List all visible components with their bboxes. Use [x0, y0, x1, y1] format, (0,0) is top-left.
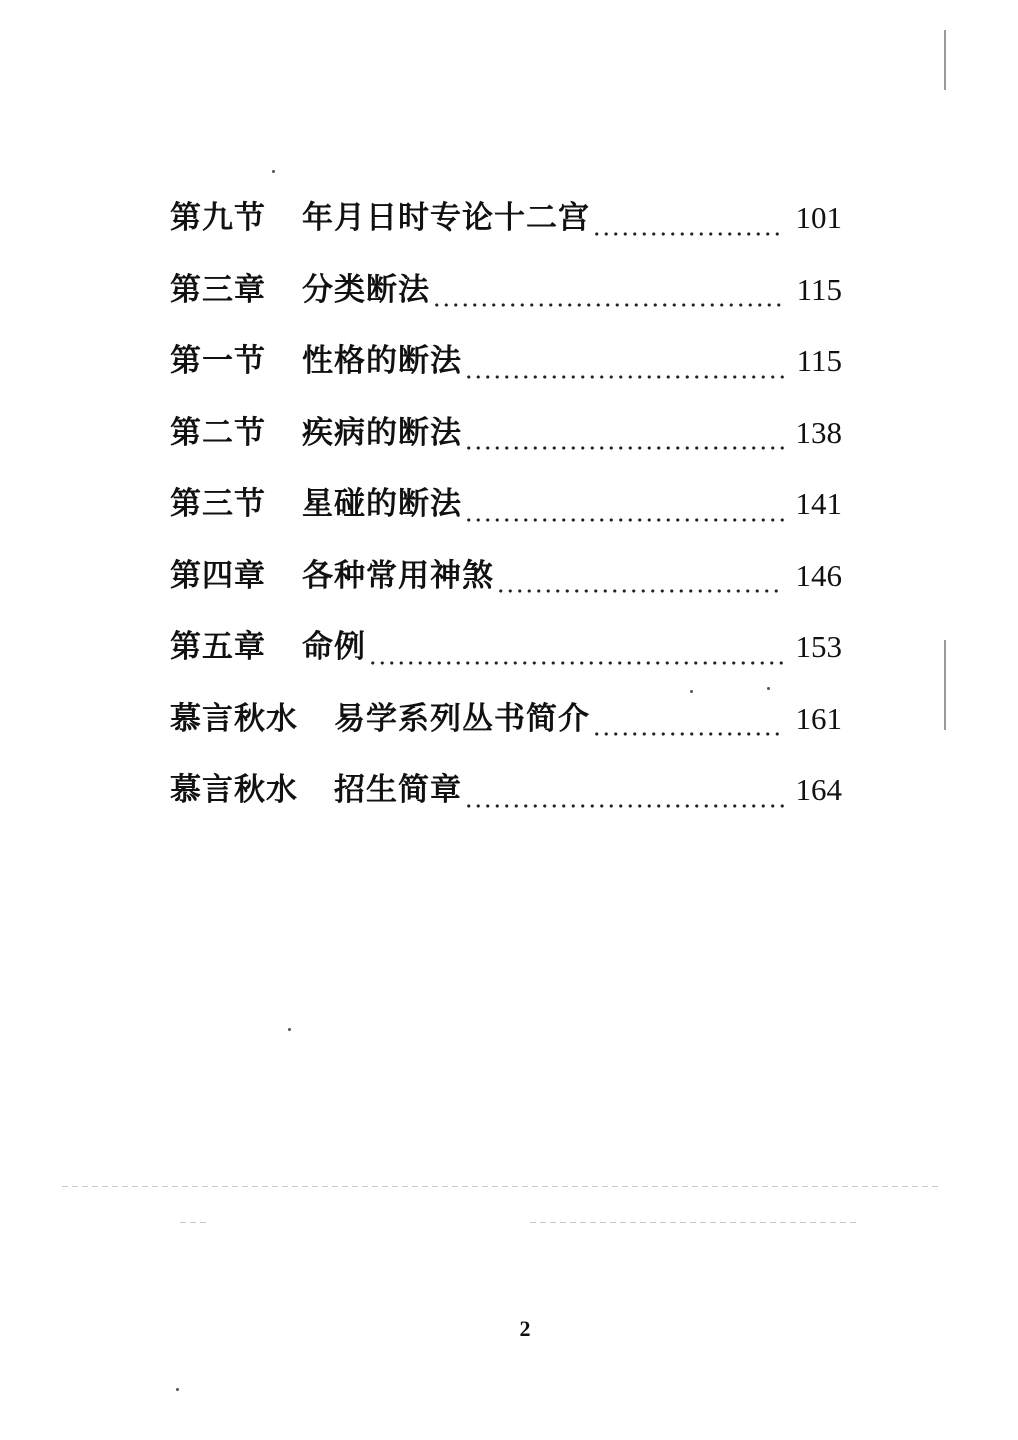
toc-entry-label: 第一节: [170, 343, 266, 379]
toc-entry-title: 年月日时专论十二宫: [302, 200, 590, 236]
scan-edge-mark: [944, 640, 946, 730]
toc-entry: [170, 337, 842, 409]
toc-entry-title: 星碰的断法: [302, 486, 462, 522]
scan-speck: [272, 170, 275, 173]
scan-speck: [176, 1388, 179, 1391]
scan-speck: [767, 687, 770, 690]
dot-leader: [496, 588, 784, 594]
toc-entry: [170, 409, 842, 481]
dot-leader: [464, 374, 784, 380]
toc-entry-label: 第三节: [170, 486, 266, 522]
toc-entry: [170, 623, 842, 695]
toc-entry-page: 115: [796, 343, 842, 378]
toc-entry: [170, 695, 842, 767]
toc-entry-label: 第五章: [170, 629, 266, 665]
toc-entry-page: 164: [795, 772, 842, 807]
scan-speck: [690, 690, 693, 693]
toc-entry-label: 慕言秋水: [170, 772, 298, 808]
toc-entry-label: 慕言秋水: [170, 700, 298, 737]
dot-leader: [464, 517, 784, 523]
toc-entry: [170, 552, 842, 624]
scan-artifact-line: [530, 1222, 860, 1223]
toc-entry: [170, 480, 842, 552]
toc-entry-label: 第四章: [170, 557, 266, 594]
toc-entry-page: 141: [795, 486, 842, 521]
dot-leader: [592, 731, 784, 737]
scan-artifact-line: [180, 1222, 210, 1223]
toc-entry-page: 101: [795, 200, 842, 235]
dot-leader: [592, 231, 784, 237]
toc-entry-label: 第九节: [170, 200, 266, 236]
toc-entry-label: 第二节: [170, 414, 266, 451]
toc-entry-page: 115: [796, 271, 842, 307]
toc-entry-title: 疾病的断法: [302, 414, 462, 451]
toc-entry-title: 性格的断法: [302, 343, 462, 379]
dot-leader: [432, 302, 784, 308]
toc-entry-page: 153: [795, 629, 842, 664]
table-of-contents: [170, 194, 842, 838]
scan-speck: [288, 1028, 291, 1031]
toc-entry-title: 各种常用神煞: [302, 557, 494, 594]
toc-entry-title: 易学系列丛书简介: [334, 700, 590, 737]
page-number: 2: [519, 1316, 531, 1341]
toc-entry-title: 分类断法: [302, 271, 430, 308]
toc-entry: [170, 266, 842, 338]
toc-entry-page: 138: [795, 414, 842, 450]
dot-leader: [368, 660, 784, 666]
toc-entry-page: 161: [795, 700, 842, 736]
toc-entry-page: 146: [795, 557, 842, 593]
toc-entry-title: 招生简章: [334, 772, 462, 808]
toc-entry: [170, 194, 842, 266]
dot-leader: [464, 803, 784, 809]
scan-edge-mark: [944, 30, 946, 90]
dot-leader: [464, 445, 784, 451]
toc-entry: [170, 766, 842, 838]
toc-entry-label: 第三章: [170, 271, 266, 308]
toc-entry-title: 命例: [302, 629, 366, 665]
scan-artifact-line: [62, 1186, 942, 1187]
